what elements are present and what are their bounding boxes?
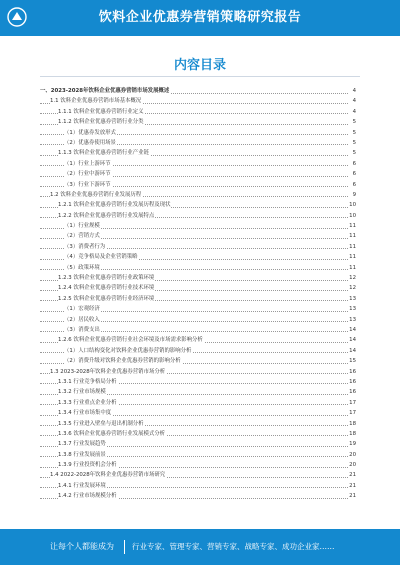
toc-page-number: 13 <box>348 315 356 325</box>
toc-page-number: 11 <box>348 231 356 241</box>
toc-page-number: 12 <box>348 283 356 293</box>
toc-entry[interactable] <box>40 86 356 96</box>
toc-entry-text: 1.2.4 饮料企业优惠券营销行业技术环境 <box>58 283 155 293</box>
toc-entry[interactable] <box>40 128 356 138</box>
toc-title: 内容目录 <box>173 58 226 73</box>
toc-page-number: 11 <box>348 242 356 252</box>
toc-entry[interactable] <box>40 96 356 106</box>
toc-entry-text: 1.3.6 饮料企业优惠券营销行业发展模式分析 <box>58 429 166 439</box>
toc-divider <box>40 76 360 77</box>
toc-entry[interactable] <box>40 460 356 470</box>
toc-entry[interactable] <box>40 190 356 200</box>
toc-entry[interactable] <box>40 408 356 418</box>
toc-page-number: 5 <box>352 138 356 148</box>
toc-entry-text: （2）优惠券使用场景 <box>64 138 117 148</box>
toc-page-number: 13 <box>348 304 356 314</box>
report-title: 饮料企业优惠券营销策略研究报告 <box>98 10 302 25</box>
toc-page-number: 14 <box>348 335 356 345</box>
toc-entry-text: （2）消费升级对饮料企业优惠券营销的影响分析 <box>64 356 182 366</box>
toc-page-number: 5 <box>352 128 356 138</box>
toc-page-number: 5 <box>352 117 356 127</box>
toc-entry-text: （2）行业中游环节 <box>64 169 112 179</box>
toc-page-number: 18 <box>348 419 356 429</box>
toc-entry-text: 1.2.2 饮料企业优惠券营销行业发展特点 <box>58 211 155 221</box>
toc-entry-text: （1）优惠券发放形式 <box>64 128 117 138</box>
toc-entry[interactable] <box>40 107 356 117</box>
toc-entry[interactable] <box>40 211 356 221</box>
toc-page-number: 21 <box>348 481 356 491</box>
table-of-contents <box>40 86 356 502</box>
toc-entry[interactable] <box>40 221 356 231</box>
toc-entry[interactable] <box>40 294 356 304</box>
toc-entry-text: 1.4.2 行业市场规模分析 <box>58 491 118 501</box>
toc-entry[interactable] <box>40 367 356 377</box>
toc-page-number: 17 <box>348 408 356 418</box>
toc-entry[interactable] <box>40 138 356 148</box>
toc-page-number: 4 <box>352 107 356 117</box>
header-bar <box>0 0 400 36</box>
toc-entry-text: （4）竞争格局及企业营销策略 <box>64 252 139 262</box>
toc-entry-text: （1）行业上游环节 <box>64 159 112 169</box>
footer-tagline: 行业专家、管理专家、营销专家、战略专家、成功企业家…… <box>132 542 335 551</box>
toc-page-number: 19 <box>348 439 356 449</box>
toc-page-number: 17 <box>348 398 356 408</box>
toc-entry[interactable] <box>40 273 356 283</box>
toc-page-number: 21 <box>348 491 356 501</box>
toc-page-number: 16 <box>348 367 356 377</box>
toc-entry[interactable] <box>40 335 356 345</box>
toc-entry[interactable] <box>40 283 356 293</box>
toc-page-number: 11 <box>348 221 356 231</box>
toc-entry-text: （5）政策环境 <box>64 263 101 273</box>
toc-entry[interactable] <box>40 200 356 210</box>
toc-entry-text: 1.2.5 饮料企业优惠券营销行业经济环境 <box>58 294 155 304</box>
toc-entry-text: 1.3.1 行业竞争格局分析 <box>58 377 118 387</box>
toc-page-number: 15 <box>348 356 356 366</box>
toc-entry-text: 1.3.2 行业市场规模 <box>58 387 107 397</box>
toc-entry[interactable] <box>40 148 356 158</box>
toc-entry-text: 1.2.3 饮料企业优惠券营销行业政策环境 <box>58 273 155 283</box>
toc-entry[interactable] <box>40 450 356 460</box>
toc-page-number: 20 <box>348 460 356 470</box>
toc-entry[interactable] <box>40 356 356 366</box>
toc-entry-text: 1.2 饮料企业优惠券营销行业发展历程 <box>50 190 142 200</box>
toc-entry-text: 1.1.3 饮料企业优惠券营销行业产业链 <box>58 148 150 158</box>
toc-entry[interactable] <box>40 252 356 262</box>
toc-page-number: 20 <box>348 450 356 460</box>
toc-entry-text: 1.2.6 饮料企业优惠券营销行业社会环境及市场需求影响分析 <box>58 335 204 345</box>
toc-entry[interactable] <box>40 315 356 325</box>
toc-entry[interactable] <box>40 117 356 127</box>
toc-entry-text: （3）行业下游环节 <box>64 180 112 190</box>
toc-page-number: 6 <box>352 169 356 179</box>
toc-page-number: 9 <box>352 190 356 200</box>
toc-entry[interactable] <box>40 231 356 241</box>
toc-entry-text: （2）营销方式 <box>64 231 101 241</box>
toc-entry-text: （1）行业规模 <box>64 221 101 231</box>
toc-entry[interactable] <box>40 325 356 335</box>
toc-entry[interactable] <box>40 263 356 273</box>
toc-page-number: 12 <box>348 273 356 283</box>
toc-page-number: 16 <box>348 377 356 387</box>
toc-entry[interactable] <box>40 387 356 397</box>
toc-entry[interactable] <box>40 419 356 429</box>
toc-entry-text: 1.3 2023-2028年饮料企业优惠券营销市场分析 <box>50 367 166 377</box>
toc-page-number: 11 <box>348 263 356 273</box>
toc-entry-text: 1.1.1 饮料企业优惠券营销行业定义 <box>58 107 145 117</box>
toc-entry-text: 1.4.1 行业发展环境 <box>58 481 107 491</box>
toc-page-number: 10 <box>348 200 356 210</box>
toc-entry[interactable] <box>40 304 356 314</box>
toc-page-number: 4 <box>352 86 356 96</box>
toc-entry-text: 1.3.5 行业进入壁垒与退出机制分析 <box>58 419 145 429</box>
toc-entry-text: （1）宏观经济 <box>64 304 101 314</box>
toc-entry[interactable] <box>40 398 356 408</box>
toc-entry-text: （3）消费支出 <box>64 325 101 335</box>
toc-page-number: 21 <box>348 470 356 480</box>
toc-entry-text: 1.3.8 行业发展前景 <box>58 450 107 460</box>
toc-page-number: 10 <box>348 211 356 221</box>
toc-page-number: 14 <box>348 325 356 335</box>
toc-entry-text: 一、2023-2028年饮料企业优惠券营销市场发展概述 <box>40 86 170 96</box>
toc-entry[interactable] <box>40 180 356 190</box>
toc-page-number: 4 <box>352 96 356 106</box>
toc-entry-text: 1.3.4 行业市场集中度 <box>58 408 112 418</box>
toc-entry[interactable] <box>40 242 356 252</box>
toc-entry[interactable] <box>40 169 356 179</box>
toc-entry[interactable] <box>40 346 356 356</box>
toc-page-number: 16 <box>348 387 356 397</box>
toc-page-number: 13 <box>348 294 356 304</box>
toc-page-number: 11 <box>348 252 356 262</box>
toc-entry[interactable] <box>40 159 356 169</box>
toc-page-number: 5 <box>352 148 356 158</box>
toc-entry-text: 1.3.9 行业投资机会分析 <box>58 460 118 470</box>
toc-entry[interactable] <box>40 470 356 480</box>
toc-entry-text: 1.2.1 饮料企业优惠券营销行业发展历程及现状 <box>58 200 171 210</box>
toc-entry[interactable] <box>40 481 356 491</box>
toc-entry[interactable] <box>40 491 356 501</box>
toc-entry-text: 1.1 饮料企业优惠券营销市场基本概况 <box>50 96 142 106</box>
toc-page-number: 6 <box>352 180 356 190</box>
toc-page-number: 6 <box>352 159 356 169</box>
toc-entry-text: （3）消费者行为 <box>64 242 106 252</box>
toc-entry-text: 1.3.7 行业发展趋势 <box>58 439 107 449</box>
toc-page-number: 18 <box>348 429 356 439</box>
toc-entry-text: （1）人口结构变化对饮料企业优惠券营销的影响分析 <box>64 346 192 356</box>
footer-divider <box>124 540 125 554</box>
toc-entry-text: 1.1.2 饮料企业优惠券营销行业分类 <box>58 117 145 127</box>
toc-entry-text: 1.3.3 行业重点企业分析 <box>58 398 118 408</box>
toc-entry[interactable] <box>40 429 356 439</box>
toc-entry[interactable] <box>40 439 356 449</box>
footer-slogan: 让每个人都能成为 <box>50 542 114 551</box>
toc-entry-text: 1.4 2022-2028年饮料企业优惠券营销市场研究 <box>50 470 166 480</box>
footer-bar <box>0 529 400 565</box>
toc-page-number: 14 <box>348 346 356 356</box>
toc-entry[interactable] <box>40 377 356 387</box>
toc-entry-text: （2）居民收入 <box>64 315 101 325</box>
